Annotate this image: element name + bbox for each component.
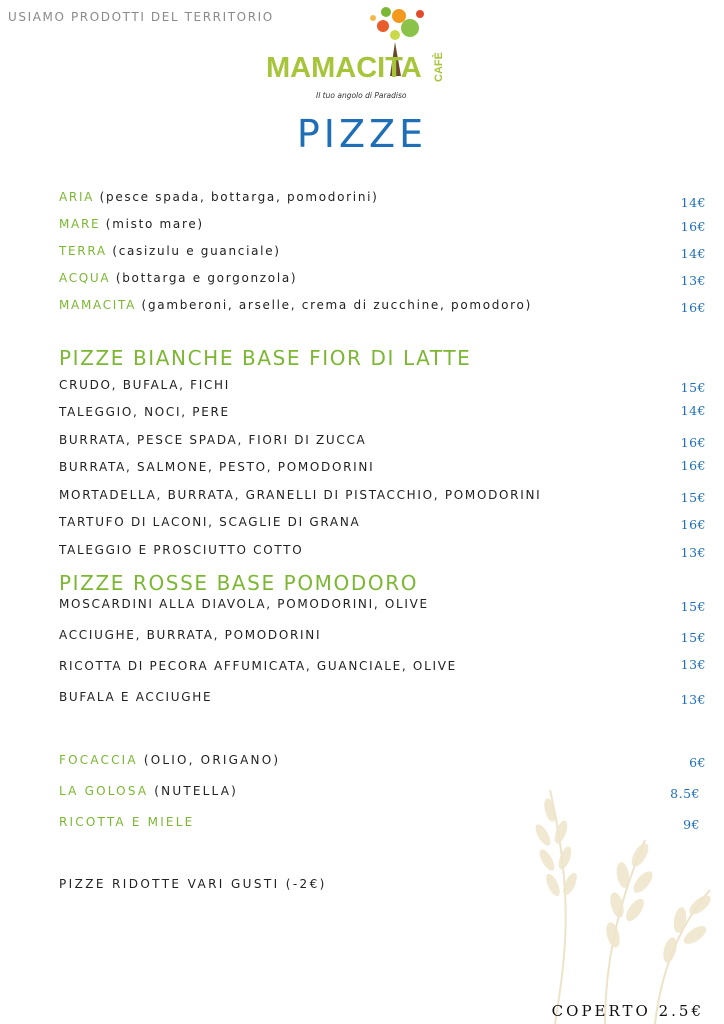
item-price: 14€ [680, 246, 706, 261]
wheat-grain [556, 845, 574, 871]
logo-tagline: Il tuo angolo di Paradiso [316, 91, 407, 100]
item-price: 9€ [683, 817, 700, 832]
item-name: TARTUFO DI LACONI, SCAGLIE DI GRANA [59, 515, 361, 529]
logo-brand: MAMACITA [266, 52, 422, 84]
item-name: RICOTTA DI PECORA AFFUMICATA, GUANCIALE, OLIVE [59, 659, 457, 673]
item-desc: (casizulu e guanciale) [106, 244, 281, 258]
menu-item [59, 405, 706, 425]
item-name: RICOTTA E MIELE [59, 815, 195, 829]
item-name: MOSCARDINI ALLA DIAVOLA, POMODORINI, OLIVE [59, 597, 429, 611]
wheat-grain [623, 896, 648, 924]
wheat-grain [552, 819, 570, 845]
item-price: 16€ [680, 435, 706, 450]
item-name: ACQUA [59, 271, 111, 285]
menu-item [59, 659, 706, 679]
item-price: 15€ [680, 490, 706, 505]
menu-item-mamacita [59, 298, 706, 318]
item-name: BURRATA, SALMONE, PESTO, POMODORINI [59, 460, 375, 474]
item-name: TERRA [59, 244, 107, 258]
logo-dot [381, 7, 391, 17]
item-name: TALEGGIO, NOCI, PERE [59, 405, 230, 419]
wheat-grain [608, 891, 626, 919]
mamacita-logo [262, 2, 462, 102]
item-name: MORTADELLA, BURRATA, GRANELLI DI PISTACCHIO, POMODORINI [59, 488, 542, 502]
item-desc: (misto mare) [100, 217, 204, 231]
menu-item [59, 597, 706, 617]
item-price: 14€ [680, 195, 706, 210]
item-price: 8.5€ [670, 786, 700, 801]
menu-item-terra [59, 244, 706, 264]
item-price: 16€ [680, 300, 706, 315]
menu-item [59, 378, 706, 398]
menu-item-focaccia [59, 753, 706, 773]
section-title-bianche: PIZZE BIANCHE BASE FIOR DI LATTE [59, 346, 472, 370]
item-price: 13€ [680, 692, 706, 707]
item-price: 13€ [680, 273, 706, 288]
section-title-rosse: PIZZE ROSSE BASE POMODORO [59, 571, 419, 595]
item-name: MAMACITA [59, 298, 137, 312]
menu-item [59, 460, 706, 480]
menu-item-aria [59, 190, 706, 210]
item-name: LA GOLOSA [59, 784, 149, 798]
coperto-price: COPERTO 2.5€ [551, 1002, 704, 1020]
logo-dot [377, 20, 389, 32]
territory-note: USIAMO PRODOTTI DEL TERRITORIO [8, 10, 274, 24]
item-price: 13€ [680, 657, 706, 672]
menu-item [59, 433, 706, 453]
logo-dot [370, 15, 376, 21]
logo-dot [401, 19, 419, 37]
item-name: ACCIUGHE, BURRATA, POMODORINI [59, 628, 322, 642]
menu-item [59, 488, 706, 508]
menu-item [59, 628, 706, 648]
item-price: 14€ [680, 403, 706, 418]
menu-item [59, 515, 706, 535]
wheat-grain [543, 872, 562, 898]
item-name: TALEGGIO E PROSCIUTTO COTTO [59, 543, 304, 557]
item-name: BUFALA E ACCIUGHE [59, 690, 213, 704]
item-name: BURRATA, PESCE SPADA, FIORI DI ZUCCA [59, 433, 367, 447]
item-desc: (OLIO, ORIGANO) [137, 753, 281, 767]
wheat-grain [537, 847, 558, 873]
reduced-pizza-note: PIZZE RIDOTTE VARI GUSTI (-2€) [59, 877, 327, 891]
wheat-grain [630, 868, 656, 896]
wheat-grain [604, 921, 622, 949]
item-price: 16€ [680, 517, 706, 532]
item-name: FOCACCIA [59, 753, 138, 767]
item-price: 16€ [680, 219, 706, 234]
item-price: 15€ [680, 599, 706, 614]
item-name: MARE [59, 217, 101, 231]
item-price: 15€ [680, 380, 706, 395]
menu-item-mare [59, 217, 706, 237]
item-price: 13€ [680, 545, 706, 560]
item-name: CRUDO, BUFALA, FICHI [59, 378, 231, 392]
wheat-grain [672, 906, 688, 934]
menu-item [59, 690, 706, 710]
wheat-grain [533, 822, 554, 848]
item-name: ARIA [59, 190, 95, 204]
logo-dot [390, 30, 400, 40]
page-title: PIZZE [296, 112, 428, 156]
wheat-grain [628, 841, 651, 870]
item-desc: (pesce spada, bottarga, pomodorini) [94, 190, 379, 204]
item-desc: (NUTELLA) [148, 784, 238, 798]
item-price: 6€ [689, 755, 706, 770]
item-price: 15€ [680, 630, 706, 645]
wheat-grain [686, 892, 714, 918]
wheat-illustration [495, 780, 724, 1024]
item-price: 16€ [680, 458, 706, 473]
menu-item [59, 543, 706, 563]
logo-suffix: CAFÈ [433, 52, 445, 82]
logo-dot [416, 10, 424, 18]
item-desc: (gamberoni, arselle, crema di zucchine, pomodoro) [136, 298, 532, 312]
logo-dot [392, 9, 406, 23]
wheat-grain [661, 936, 679, 964]
item-desc: (bottarga e gorgonzola) [110, 271, 298, 285]
menu-item-acqua [59, 271, 706, 291]
